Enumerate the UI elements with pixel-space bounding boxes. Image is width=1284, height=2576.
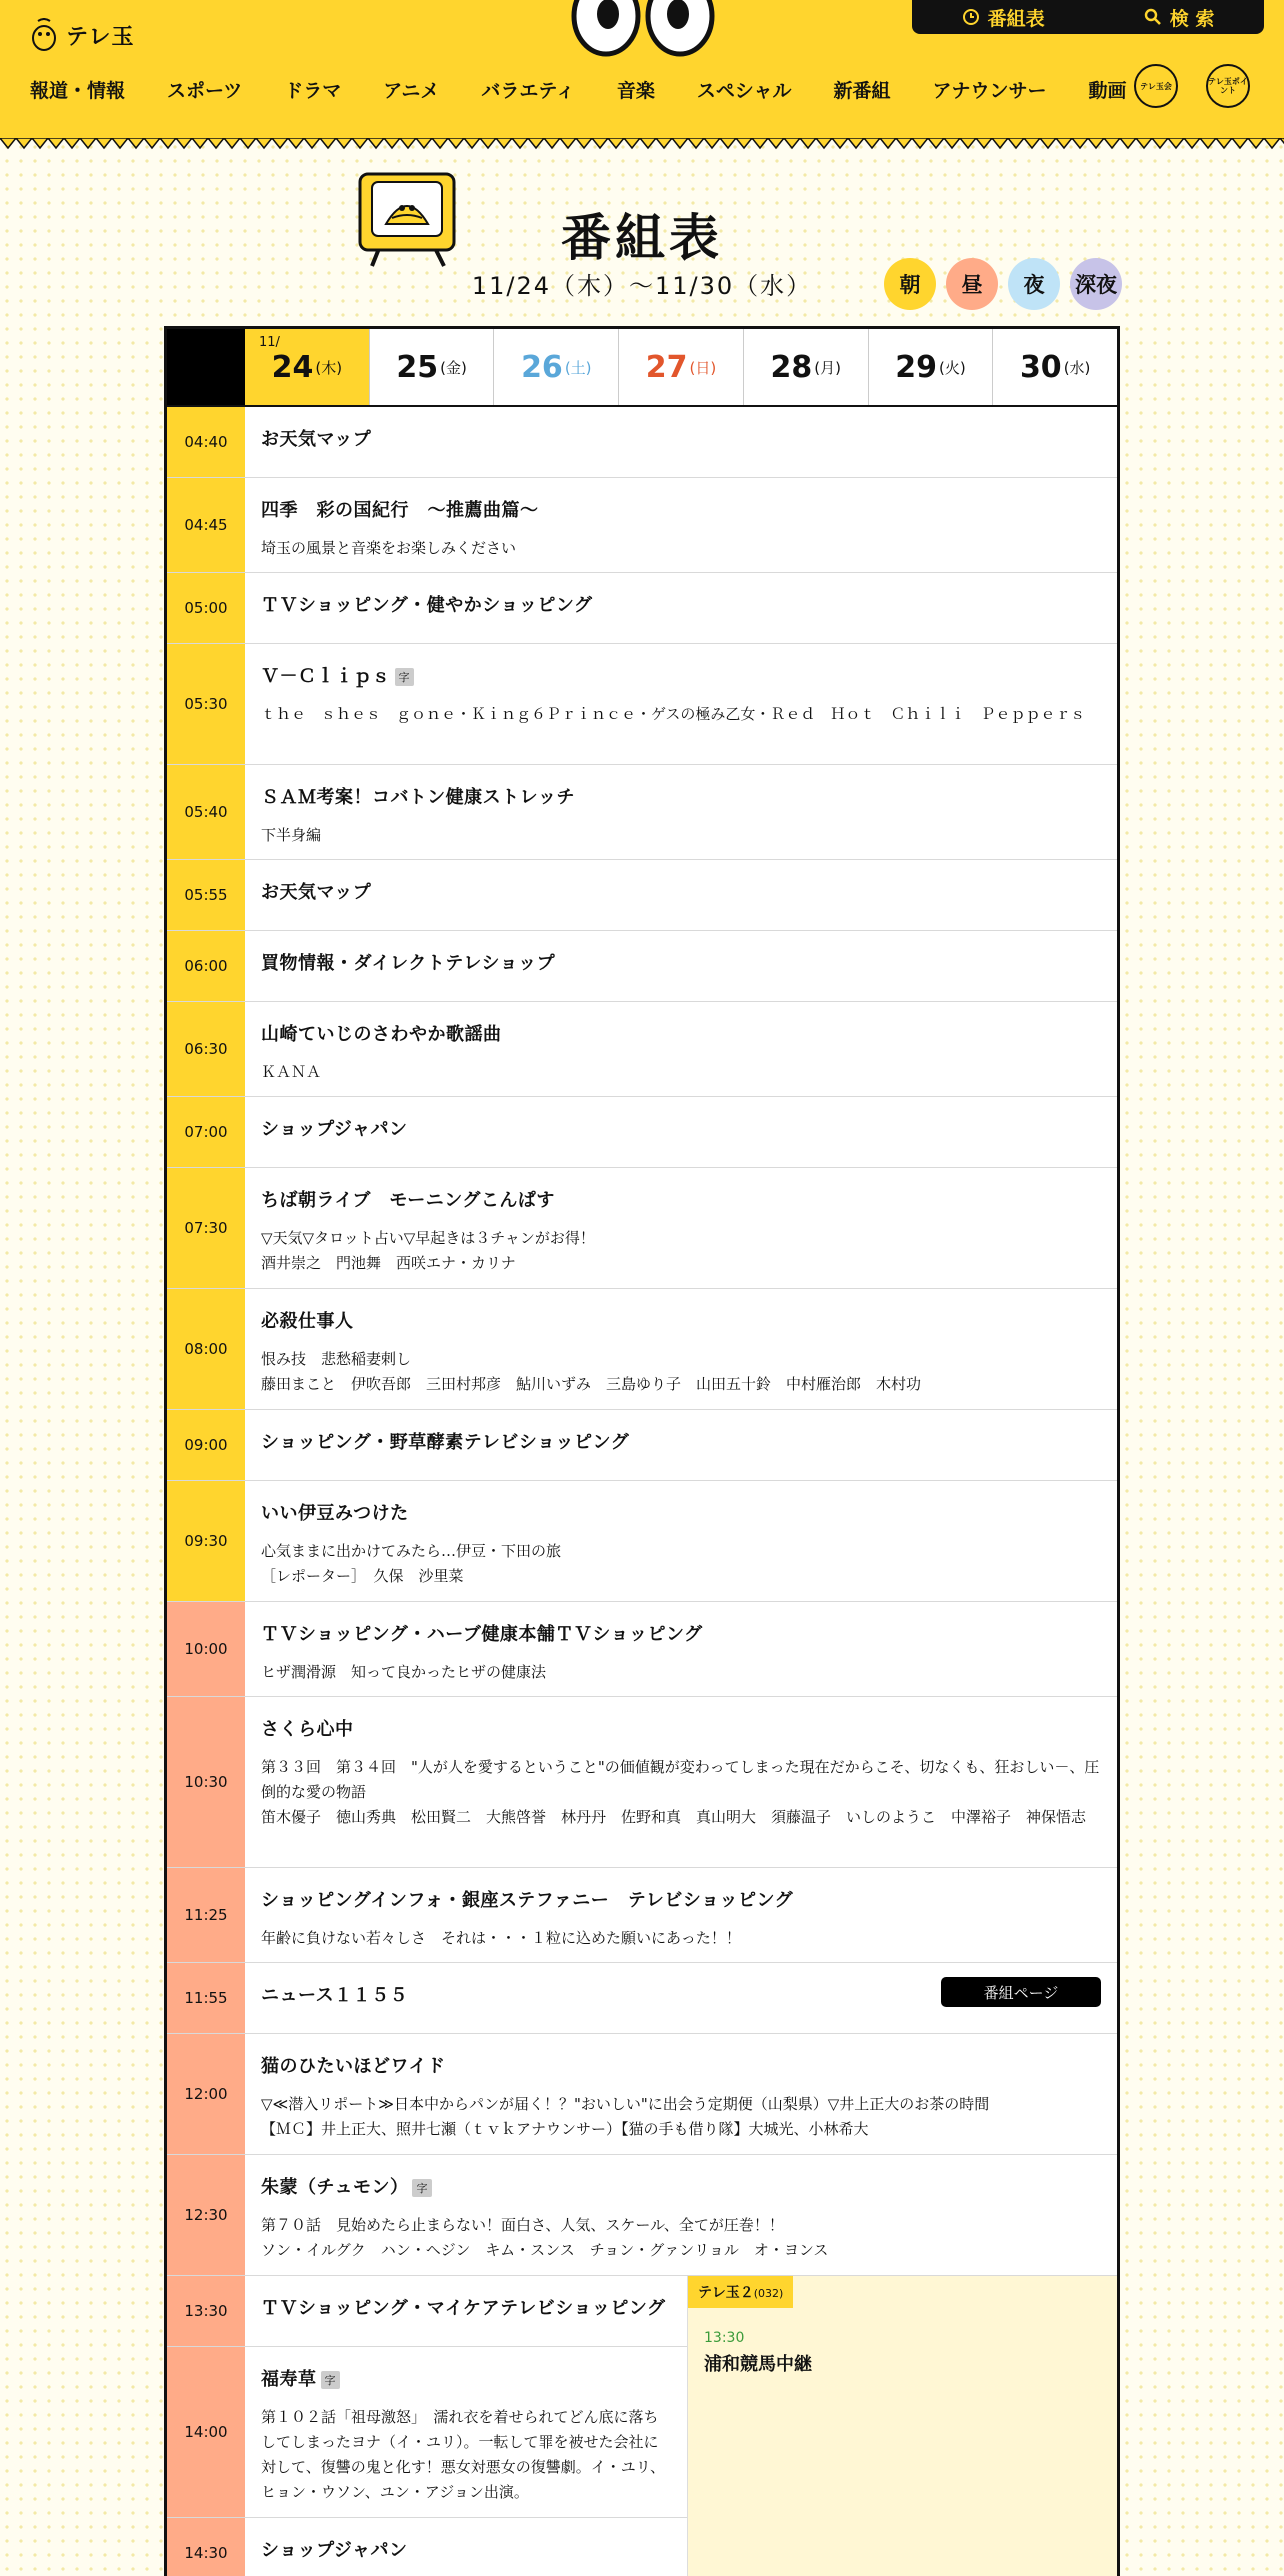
- subtitle-badge: 字: [412, 2179, 432, 2197]
- program-time: 12:30: [167, 2155, 245, 2275]
- program-row[interactable]: [167, 2347, 687, 2518]
- day-tab-26[interactable]: [493, 329, 618, 405]
- program-time: 11:55: [167, 1963, 245, 2033]
- day-weekday: (木): [315, 358, 343, 377]
- program-title: [261, 783, 1101, 809]
- program-row[interactable]: [167, 1697, 1117, 1868]
- program-cell[interactable]: [245, 1289, 1117, 1409]
- program-description: 第３３回 第３４回 "人が人を愛するということ"の価値観が変わってしまった現在だからこそ、切なくも、狂おしい－、圧倒的な愛の物語 笛木優子 徳山秀典 松田賢二 大熊啓誉 林丹丹 佐野和真 真山明大 須藤温子 いしのようこ 中澤裕子 神保悟志: [261, 1758, 1100, 1826]
- program-title-text: さくら心中: [261, 1719, 354, 1740]
- program-title: [261, 2365, 671, 2391]
- program-row[interactable]: [167, 860, 1117, 931]
- program-description: ＫＡＮＡ: [261, 1063, 322, 1081]
- program-cell[interactable]: [245, 573, 1117, 643]
- program-row[interactable]: [167, 1963, 1117, 2034]
- search-label: 検 索: [1169, 7, 1215, 30]
- day-weekday: (日): [689, 358, 717, 377]
- program-title-text: 福寿草: [261, 2369, 317, 2390]
- program-cell[interactable]: [245, 1410, 1117, 1480]
- site-header: [0, 0, 1284, 140]
- program-row[interactable]: [167, 478, 1117, 573]
- search-link[interactable]: [1144, 4, 1215, 31]
- logo-text: テレ玉: [66, 24, 135, 50]
- mascot-eyes-icon: [568, 0, 718, 58]
- program-time: 14:30: [167, 2518, 245, 2576]
- program-cell[interactable]: [245, 1963, 1117, 2033]
- program-title: [261, 1115, 1101, 1141]
- program-title-text: ＴＶショッピング・ハーブ健康本舗ＴＶショッピング: [261, 1624, 703, 1645]
- program-title: [261, 2173, 1101, 2199]
- program-time: 04:40: [167, 407, 245, 477]
- nav-variety[interactable]: バラエティ: [481, 80, 575, 102]
- program-title: [261, 496, 1101, 522]
- program-row[interactable]: [167, 1602, 1117, 1697]
- program-description: ▽≪潜入リポート≫日本中からパンが届く！？"おいしい"に出会う定期便（山梨県）▽井上正大のお茶の時間 【ＭＣ】井上正大、照井七瀬（ｔｖｋアナウンサー）【猫の手も借り隊】大城光、小林希大: [261, 2095, 990, 2138]
- program-row[interactable]: [167, 573, 1117, 644]
- nav-video[interactable]: 動画: [1088, 80, 1127, 102]
- subtitle-badge: 字: [395, 668, 415, 686]
- program-row[interactable]: [167, 407, 1117, 478]
- day-month: 11/: [259, 335, 280, 350]
- program-cell[interactable]: [245, 1868, 1117, 1962]
- program-cell[interactable]: [245, 407, 1117, 477]
- program-row[interactable]: [167, 1168, 1117, 1289]
- date-range: 11/24（木）〜11/30（水）: [471, 272, 813, 300]
- program-cell[interactable]: [245, 931, 1117, 1001]
- program-title-text: ショッピング・野草酵素テレビショッピング: [261, 1432, 630, 1453]
- program-title: [261, 1020, 1101, 1046]
- program-title-text: ショップジャパン: [261, 2540, 408, 2561]
- day-weekday: (金): [440, 358, 467, 377]
- program-title-text: ちば朝ライブ モーニングこんぱす: [261, 1190, 555, 1211]
- program-cell[interactable]: [245, 2276, 687, 2346]
- main-nav: [30, 76, 1169, 103]
- day-number: 27: [645, 349, 688, 385]
- mascot-icon: [30, 18, 58, 52]
- program-title-text: ＳＡＭ考案！コバトン健康ストレッチ: [261, 787, 575, 808]
- subtitle-badge: 字: [321, 2371, 341, 2389]
- program-cell[interactable]: [245, 2034, 1117, 2154]
- program-row[interactable]: [167, 1410, 1117, 1481]
- program-time: 07:00: [167, 1097, 245, 1167]
- program-cell[interactable]: [245, 2347, 687, 2517]
- program-cell[interactable]: [245, 1697, 1117, 1867]
- program-title: [261, 662, 1101, 688]
- day-number: 30: [1019, 349, 1062, 385]
- program-cell[interactable]: [245, 1097, 1117, 1167]
- program-cell[interactable]: [245, 1168, 1117, 1288]
- subchannel-column[interactable]: [687, 2276, 1117, 2576]
- program-row[interactable]: [167, 1481, 1117, 1602]
- program-row[interactable]: [167, 2276, 687, 2347]
- program-description: ヒザ潤滑源 知って良かったヒザの健康法: [261, 1663, 547, 1681]
- point-badge[interactable]: [1206, 64, 1250, 108]
- day-tab-28[interactable]: [743, 329, 868, 405]
- subchannel-program-title: 浦和競馬中継: [704, 2354, 812, 2375]
- program-title-text: お天気マップ: [261, 429, 372, 450]
- nav-music[interactable]: 音楽: [616, 80, 655, 102]
- nav-announcer[interactable]: アナウンサー: [932, 80, 1047, 102]
- program-row[interactable]: [167, 1289, 1117, 1410]
- nav-drama[interactable]: ドラマ: [284, 80, 342, 102]
- subchannel-name: テレ玉２: [698, 2285, 754, 2301]
- day-number: 29: [895, 349, 937, 385]
- program-title: [261, 2294, 671, 2320]
- schedule-table: [164, 326, 1120, 2576]
- nav-anime[interactable]: アニメ: [383, 80, 440, 102]
- program-row[interactable]: [167, 2034, 1117, 2155]
- time-of-day-switch: [884, 258, 1122, 310]
- program-title-text: ショッピングインフォ・銀座ステファニー テレビショッピング: [261, 1890, 794, 1911]
- member-badge[interactable]: [1134, 64, 1178, 108]
- program-description: ｔｈｅ ｓｈｅｓ ｇｏｎｅ・Ｋｉｎｇ６Ｐｒｉｎｃｅ・ゲスの極み乙女・Ｒｅｄ Ｈｏｔ Ｃｈｉｌｉ Ｐｅｐｐｅｒｓ: [261, 705, 1086, 723]
- program-time: 05:40: [167, 765, 245, 859]
- subchannel-time: 13:30: [704, 2330, 745, 2346]
- program-title-text: ショップジャパン: [261, 1119, 408, 1140]
- program-time: 04:45: [167, 478, 245, 572]
- point-badge-label: テレ玉ポイント: [1208, 77, 1248, 95]
- tod-daytime-button[interactable]: 昼: [946, 258, 998, 310]
- clock-icon: [962, 8, 980, 26]
- program-description: ▽天気▽タロット占い▽早起きは３チャンがお得！ 酒井崇之 門池舞 西咲エナ・カリナ: [261, 1229, 595, 1272]
- subchannel-code: (032): [753, 2287, 784, 2300]
- header-zigzag: [0, 138, 1284, 150]
- program-title: [261, 425, 1101, 451]
- program-title-text: ＴＶショッピング・健やかショッピング: [261, 595, 593, 616]
- program-title: [261, 591, 1101, 617]
- program-title: [261, 2536, 671, 2562]
- program-cell[interactable]: [245, 1481, 1117, 1601]
- program-title-text: 必殺仕事人: [261, 1311, 354, 1332]
- program-description: 心気ままに出かけてみたら…伊豆・下田の旅 ［レポーター］ 久保 沙里菜: [261, 1542, 562, 1585]
- program-row[interactable]: [167, 1002, 1117, 1097]
- nav-special[interactable]: スペシャル: [696, 80, 792, 102]
- day-tab-27[interactable]: [618, 329, 743, 405]
- tod-morning-button[interactable]: 朝: [884, 258, 936, 310]
- search-icon: [1144, 8, 1162, 26]
- page-title: 番組表: [561, 209, 723, 267]
- day-weekday: (月): [814, 358, 841, 377]
- program-title: [261, 1499, 1101, 1525]
- program-cell[interactable]: [245, 644, 1117, 764]
- program-description: 第７０話 見始めたら止まらない！面白さ、人気、スケール、全てが圧巻！！ ソン・イルグク ハン・ヘジン キム・スンス チョン・グァンリョル オ・ヨンス: [261, 2216, 829, 2259]
- day-header: [167, 329, 1117, 407]
- program-cell[interactable]: [245, 2155, 1117, 2275]
- program-time: 07:30: [167, 1168, 245, 1288]
- program-time: 12:00: [167, 2034, 245, 2154]
- program-cell[interactable]: [245, 860, 1117, 930]
- program-time: 09:30: [167, 1481, 245, 1601]
- program-title: [261, 949, 1101, 975]
- nav-new-programs[interactable]: 新番組: [833, 80, 891, 102]
- program-title-text: Ｖ－Ｃｌｉｐｓ: [261, 666, 391, 687]
- program-time: 10:00: [167, 1602, 245, 1696]
- program-description: 恨み技 悲愁稲妻剌し 藤田まこと 伊吹吾郎 三田村邦彦 鮎川いずみ 三島ゆり子 山田五十鈴 中村雁治郎 木村功: [261, 1350, 922, 1393]
- program-time: 08:00: [167, 1289, 245, 1409]
- program-time: 11:25: [167, 1868, 245, 1962]
- program-title-text: ニュース１１５５: [261, 1985, 409, 2006]
- header-corner: [167, 329, 245, 405]
- program-page-button[interactable]: 番組ページ: [941, 1977, 1101, 2007]
- day-weekday: (土): [564, 358, 592, 377]
- program-title-text: 猫のひたいほどワイド: [261, 2056, 446, 2077]
- split-block: [167, 2276, 1117, 2576]
- tod-night-button[interactable]: 夜: [1008, 258, 1060, 310]
- subchannel-tag: [688, 2276, 793, 2308]
- program-description: 下半身編: [261, 826, 322, 844]
- day-weekday: (水): [1063, 358, 1091, 377]
- day-tab-25[interactable]: [369, 329, 494, 405]
- program-cell[interactable]: [245, 1002, 1117, 1096]
- program-row[interactable]: [167, 2518, 687, 2576]
- member-badge-label: テレ玉会: [1140, 81, 1172, 91]
- main-channel-column: [167, 2276, 687, 2576]
- program-title: [261, 1620, 1101, 1646]
- program-description: 年齢に負けない若々しさ それは・・・１粒に込めた願いにあった！！: [261, 1929, 741, 1947]
- day-number: 26: [521, 349, 563, 385]
- program-title-text: 買物情報・ダイレクトテレショップ: [261, 953, 556, 974]
- program-list: [167, 407, 1117, 2276]
- program-title: [261, 1428, 1101, 1454]
- program-time: 09:00: [167, 1410, 245, 1480]
- site-logo[interactable]: [30, 18, 135, 52]
- day-tab-24[interactable]: [245, 329, 369, 405]
- program-row[interactable]: [167, 644, 1117, 765]
- tod-latenight-button[interactable]: 深夜: [1070, 258, 1122, 310]
- program-row[interactable]: [167, 1868, 1117, 1963]
- day-weekday: (火): [938, 358, 966, 377]
- program-title: [261, 1307, 1101, 1333]
- program-cell[interactable]: [245, 1602, 1117, 1696]
- program-row[interactable]: [167, 1097, 1117, 1168]
- day-number: 25: [396, 349, 439, 385]
- program-title-text: 四季 彩の国紀行 ～推薦曲篇～: [261, 500, 539, 521]
- program-time: 05:30: [167, 644, 245, 764]
- program-description: 第１０２話「祖母激怒」 濡れ衣を着せられてどん底に落ちしてしまったヨナ（イ・ユリ）。一転して罪を被せた会社に対して、復讐の鬼と化す！悪女対悪女の復讐劇。イ・ユリ、ヒョン・ウソン、ユン・アジョン出演。: [261, 2408, 665, 2501]
- program-row[interactable]: [167, 2155, 1117, 2276]
- program-title-text: 朱蒙（チュモン）: [261, 2177, 409, 2198]
- day-number: 28: [770, 349, 813, 385]
- schedule-link[interactable]: [962, 4, 1045, 31]
- program-time: 10:30: [167, 1697, 245, 1867]
- day-tab-29[interactable]: [868, 329, 993, 405]
- top-utility-bar: [912, 0, 1264, 34]
- program-cell[interactable]: [245, 2518, 687, 2576]
- program-row[interactable]: [167, 765, 1117, 860]
- program-time: 05:00: [167, 573, 245, 643]
- program-title-text: 山崎ていじのさわやか歌謡曲: [261, 1024, 502, 1045]
- program-time: 13:30: [167, 2276, 245, 2346]
- program-title-text: ＴＶショッピング・マイケアテレビショッピング: [261, 2298, 666, 2319]
- program-time: 06:00: [167, 931, 245, 1001]
- program-description: 埼玉の風景と音楽をお楽しみください: [261, 539, 517, 557]
- day-number: 24: [271, 349, 314, 385]
- program-title-text: お天気マップ: [261, 882, 372, 903]
- day-tab-30[interactable]: [992, 329, 1117, 405]
- program-title: [261, 878, 1101, 904]
- program-time: 06:30: [167, 1002, 245, 1096]
- program-time: 14:00: [167, 2347, 245, 2517]
- program-time: 05:55: [167, 860, 245, 930]
- program-cell[interactable]: [245, 765, 1117, 859]
- program-cell[interactable]: [245, 478, 1117, 572]
- nav-news[interactable]: 報道・情報: [30, 80, 126, 102]
- program-row[interactable]: [167, 931, 1117, 1002]
- program-title: [261, 1886, 1101, 1912]
- nav-sports[interactable]: スポーツ: [167, 80, 243, 102]
- program-title: [261, 2052, 1101, 2078]
- program-title: [261, 1715, 1101, 1741]
- schedule-label: 番組表: [987, 7, 1045, 30]
- program-title-text: いい伊豆みつけた: [261, 1503, 409, 1524]
- program-title: [261, 1186, 1101, 1212]
